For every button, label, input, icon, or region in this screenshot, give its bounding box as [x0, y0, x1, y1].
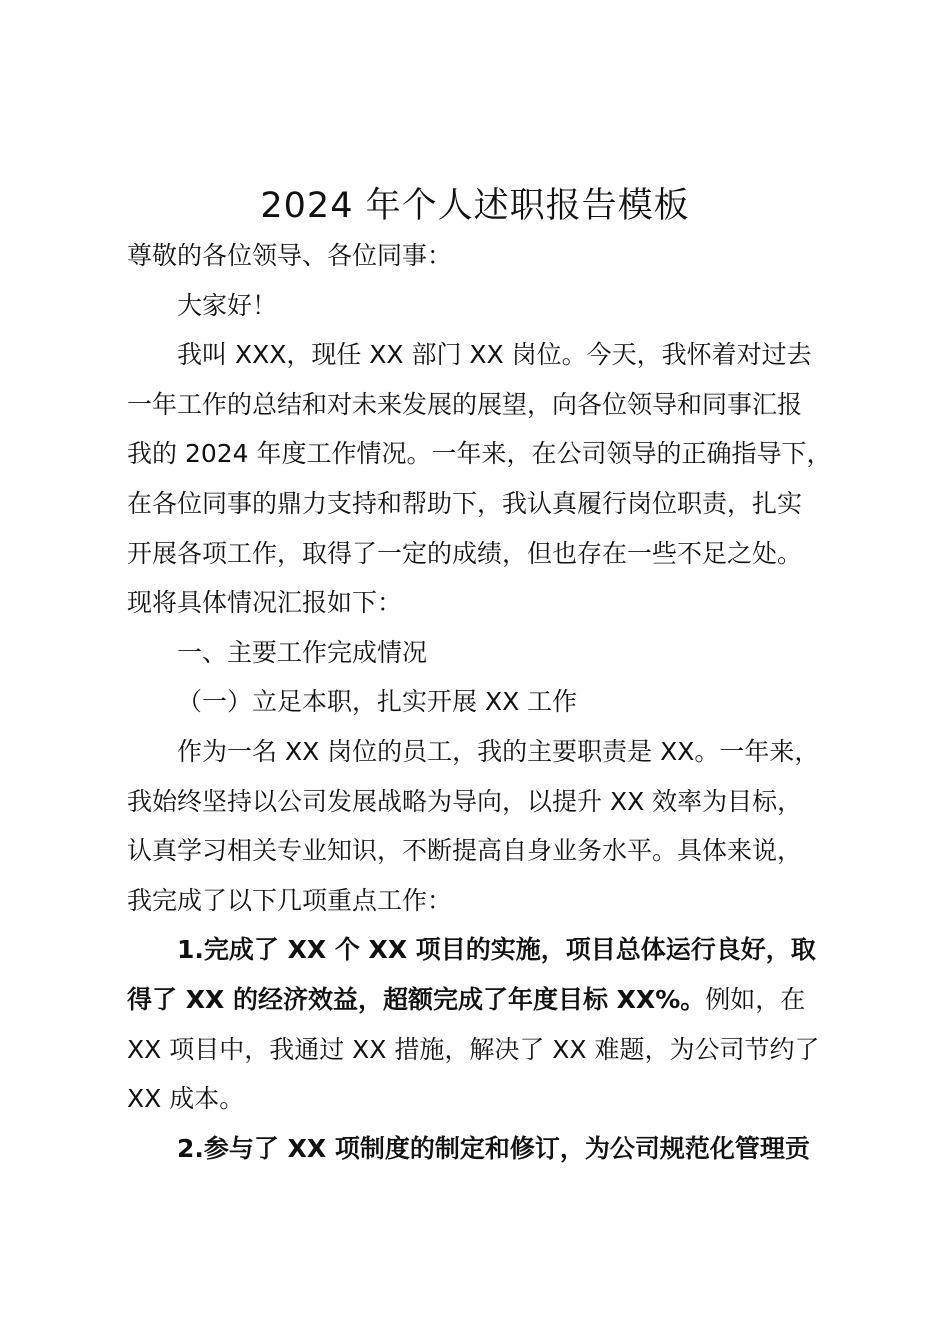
intro-line: 开展各项工作，取得了一定的成绩，但也存在一些不足之处。 — [127, 538, 803, 568]
duties-line: 我始终坚持以公司发展战略为导向，以提升 XX 效率为目标， — [127, 786, 803, 816]
duties-paragraph — [127, 727, 857, 925]
duties-line: 作为一名 XX 岗位的员工，我的主要职责是 XX。一年来， — [177, 736, 820, 766]
achievement-1-normal-text: 例如，在 — [705, 984, 806, 1014]
intro-line: 一年工作的总结和对未来发展的展望，向各位领导和同事汇报 — [127, 389, 803, 419]
document-body — [127, 231, 857, 1173]
document-title: 2024 年个人述职报告模板 — [260, 186, 690, 226]
intro-line: 在各位同事的鼎力支持和帮助下，我认真履行岗位职责，扎实 — [127, 488, 803, 518]
intro-line: 我叫 XXX，现任 XX 部门 XX 岗位。今天，我怀着对过去 — [177, 340, 812, 370]
achievement-1-bold-text: 得了 XX 的经济效益，超额完成了年度目标 XX%。 — [127, 984, 706, 1014]
achievement-item-1 — [127, 925, 857, 1123]
section-heading: 一、主要工作完成情况 — [177, 637, 428, 667]
intro-line: 现将具体情况汇报如下： — [127, 588, 403, 618]
intro-line: 我的 2024 年度工作情况。一年来，在公司领导的正确指导下， — [127, 439, 832, 469]
intro-paragraph — [127, 330, 857, 628]
duties-line: 认真学习相关专业知识，不断提高自身业务水平。具体来说， — [127, 836, 803, 866]
subsection-heading: （一）立足本职，扎实开展 XX 工作 — [177, 687, 578, 717]
achievement-2-bold-line: 2.参与了 XX 项制度的制定和修订，为公司规范化管理贡 — [177, 1133, 810, 1163]
achievement-item-2 — [127, 1124, 857, 1174]
achievement-1-line: XX 项目中，我通过 XX 措施，解决了 XX 难题，为公司节约了 — [127, 1034, 820, 1064]
duties-line: 我完成了以下几项重点工作： — [127, 885, 453, 915]
salutation: 尊敬的各位领导、各位同事： — [127, 241, 453, 270]
achievement-1-line — [77, 975, 857, 1025]
achievement-1-line: XX 成本。 — [127, 1084, 245, 1114]
greeting: 大家好！ — [177, 290, 278, 320]
achievement-1-bold-line: 1.完成了 XX 个 XX 项目的实施，项目总体运行良好，取 — [177, 935, 816, 965]
